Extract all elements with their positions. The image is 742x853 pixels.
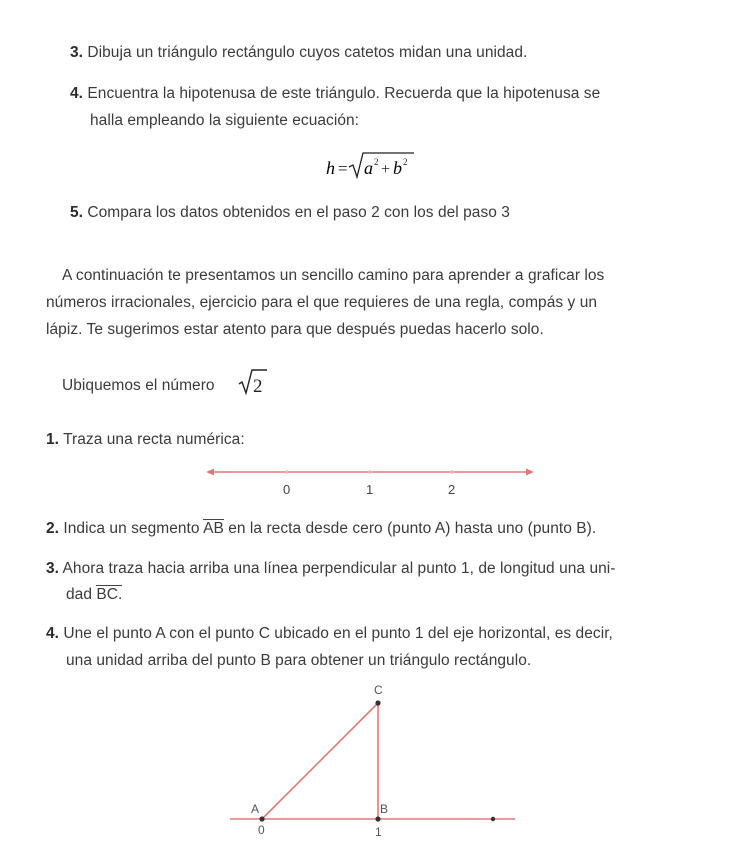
intro-line-1: A continuación te presentamos un sencillo camino para aprender a graficar los	[62, 267, 605, 284]
equation-equals: =	[338, 159, 348, 178]
tick-label-0: 0	[283, 482, 291, 497]
hypotenuse-equation	[318, 148, 418, 182]
step-number: 4.	[70, 85, 84, 102]
tick-mark-0	[285, 470, 289, 474]
equation-plus: +	[381, 161, 391, 178]
tick-label-2: 2	[448, 482, 456, 497]
step-bottom-4-line2: una unidad arriba del punto B para obtener un triángulo rectángulo.	[66, 652, 532, 669]
arrow-right-icon	[526, 469, 534, 476]
step-number: 3.	[46, 560, 60, 577]
step-text-line1: Une el punto A con el punto C ubicado en el punto 1 del eje horizontal, es decir,	[63, 625, 613, 642]
point-b	[375, 816, 380, 821]
step-number: 1.	[46, 431, 60, 448]
label-b: B	[380, 802, 389, 816]
equation-a: a	[364, 158, 373, 178]
tick-mark-2	[450, 470, 454, 474]
step-bottom-4	[46, 624, 613, 644]
step-top-4-line2: halla empleando la siguiente ecuación:	[90, 112, 360, 129]
step-number: 3.	[70, 44, 84, 61]
tick-label-1: 1	[366, 482, 374, 497]
equation-lhs: h	[326, 158, 335, 178]
step-bottom-1	[46, 430, 245, 450]
step-bottom-2	[46, 519, 596, 539]
point-2	[491, 817, 495, 821]
step-top-4	[70, 84, 600, 104]
triangle-diagram	[225, 680, 525, 845]
locate-text: Ubiquemos el número	[62, 377, 215, 394]
segment-ab: AB	[203, 520, 224, 537]
step-bottom-3-line2	[66, 585, 122, 605]
step-text-line1: Encuentra la hipotenusa de este triángulo. Recuerda que la hipotenusa se	[87, 85, 601, 102]
step-text: Compara los datos obtenidos en el paso 2 con los del paso 3	[87, 204, 510, 221]
step-text-post: en la recta desde cero (punto A) hasta uno (punto B).	[228, 520, 597, 537]
segment-bc: BC.	[96, 586, 123, 603]
tick-label-0: 0	[258, 823, 265, 837]
step-text-pre2: dad	[66, 586, 93, 603]
equation-exp-b: 2	[403, 157, 408, 167]
step-number: 5.	[70, 204, 84, 221]
sqrt-two	[236, 366, 270, 398]
step-top-5	[70, 203, 510, 223]
step-number: 4.	[46, 625, 60, 642]
step-text-pre: Indica un segmento	[63, 520, 200, 537]
tick-label-1: 1	[375, 825, 382, 839]
step-text-line1: Ahora traza hacia arriba una línea perpendicular al punto 1, de longitud una uni-	[62, 560, 616, 577]
step-text: Traza una recta numérica:	[63, 431, 245, 448]
label-c: C	[374, 683, 383, 697]
step-text: Dibuja un triángulo rectángulo cuyos catetos midan una unidad.	[87, 44, 528, 61]
hypotenuse-ac	[262, 703, 378, 819]
step-number: 2.	[46, 520, 60, 537]
tick-mark-1	[368, 470, 372, 474]
sqrt-radicand: 2	[253, 376, 263, 397]
intro-line-3: lápiz. Te sugerimos estar atento para que después puedas hacerlo solo.	[46, 321, 544, 338]
intro-line-2: números irracionales, ejercicio para el que requieres de una regla, compás y un	[46, 294, 598, 311]
point-c	[375, 700, 380, 705]
arrow-left-icon	[206, 469, 214, 476]
equation-exp-a: 2	[374, 157, 379, 167]
label-a: A	[251, 802, 260, 816]
equation-b: b	[393, 158, 402, 178]
number-line-diagram	[200, 462, 540, 502]
point-a	[259, 816, 264, 821]
step-top-3	[70, 43, 527, 63]
step-bottom-3	[46, 559, 616, 579]
